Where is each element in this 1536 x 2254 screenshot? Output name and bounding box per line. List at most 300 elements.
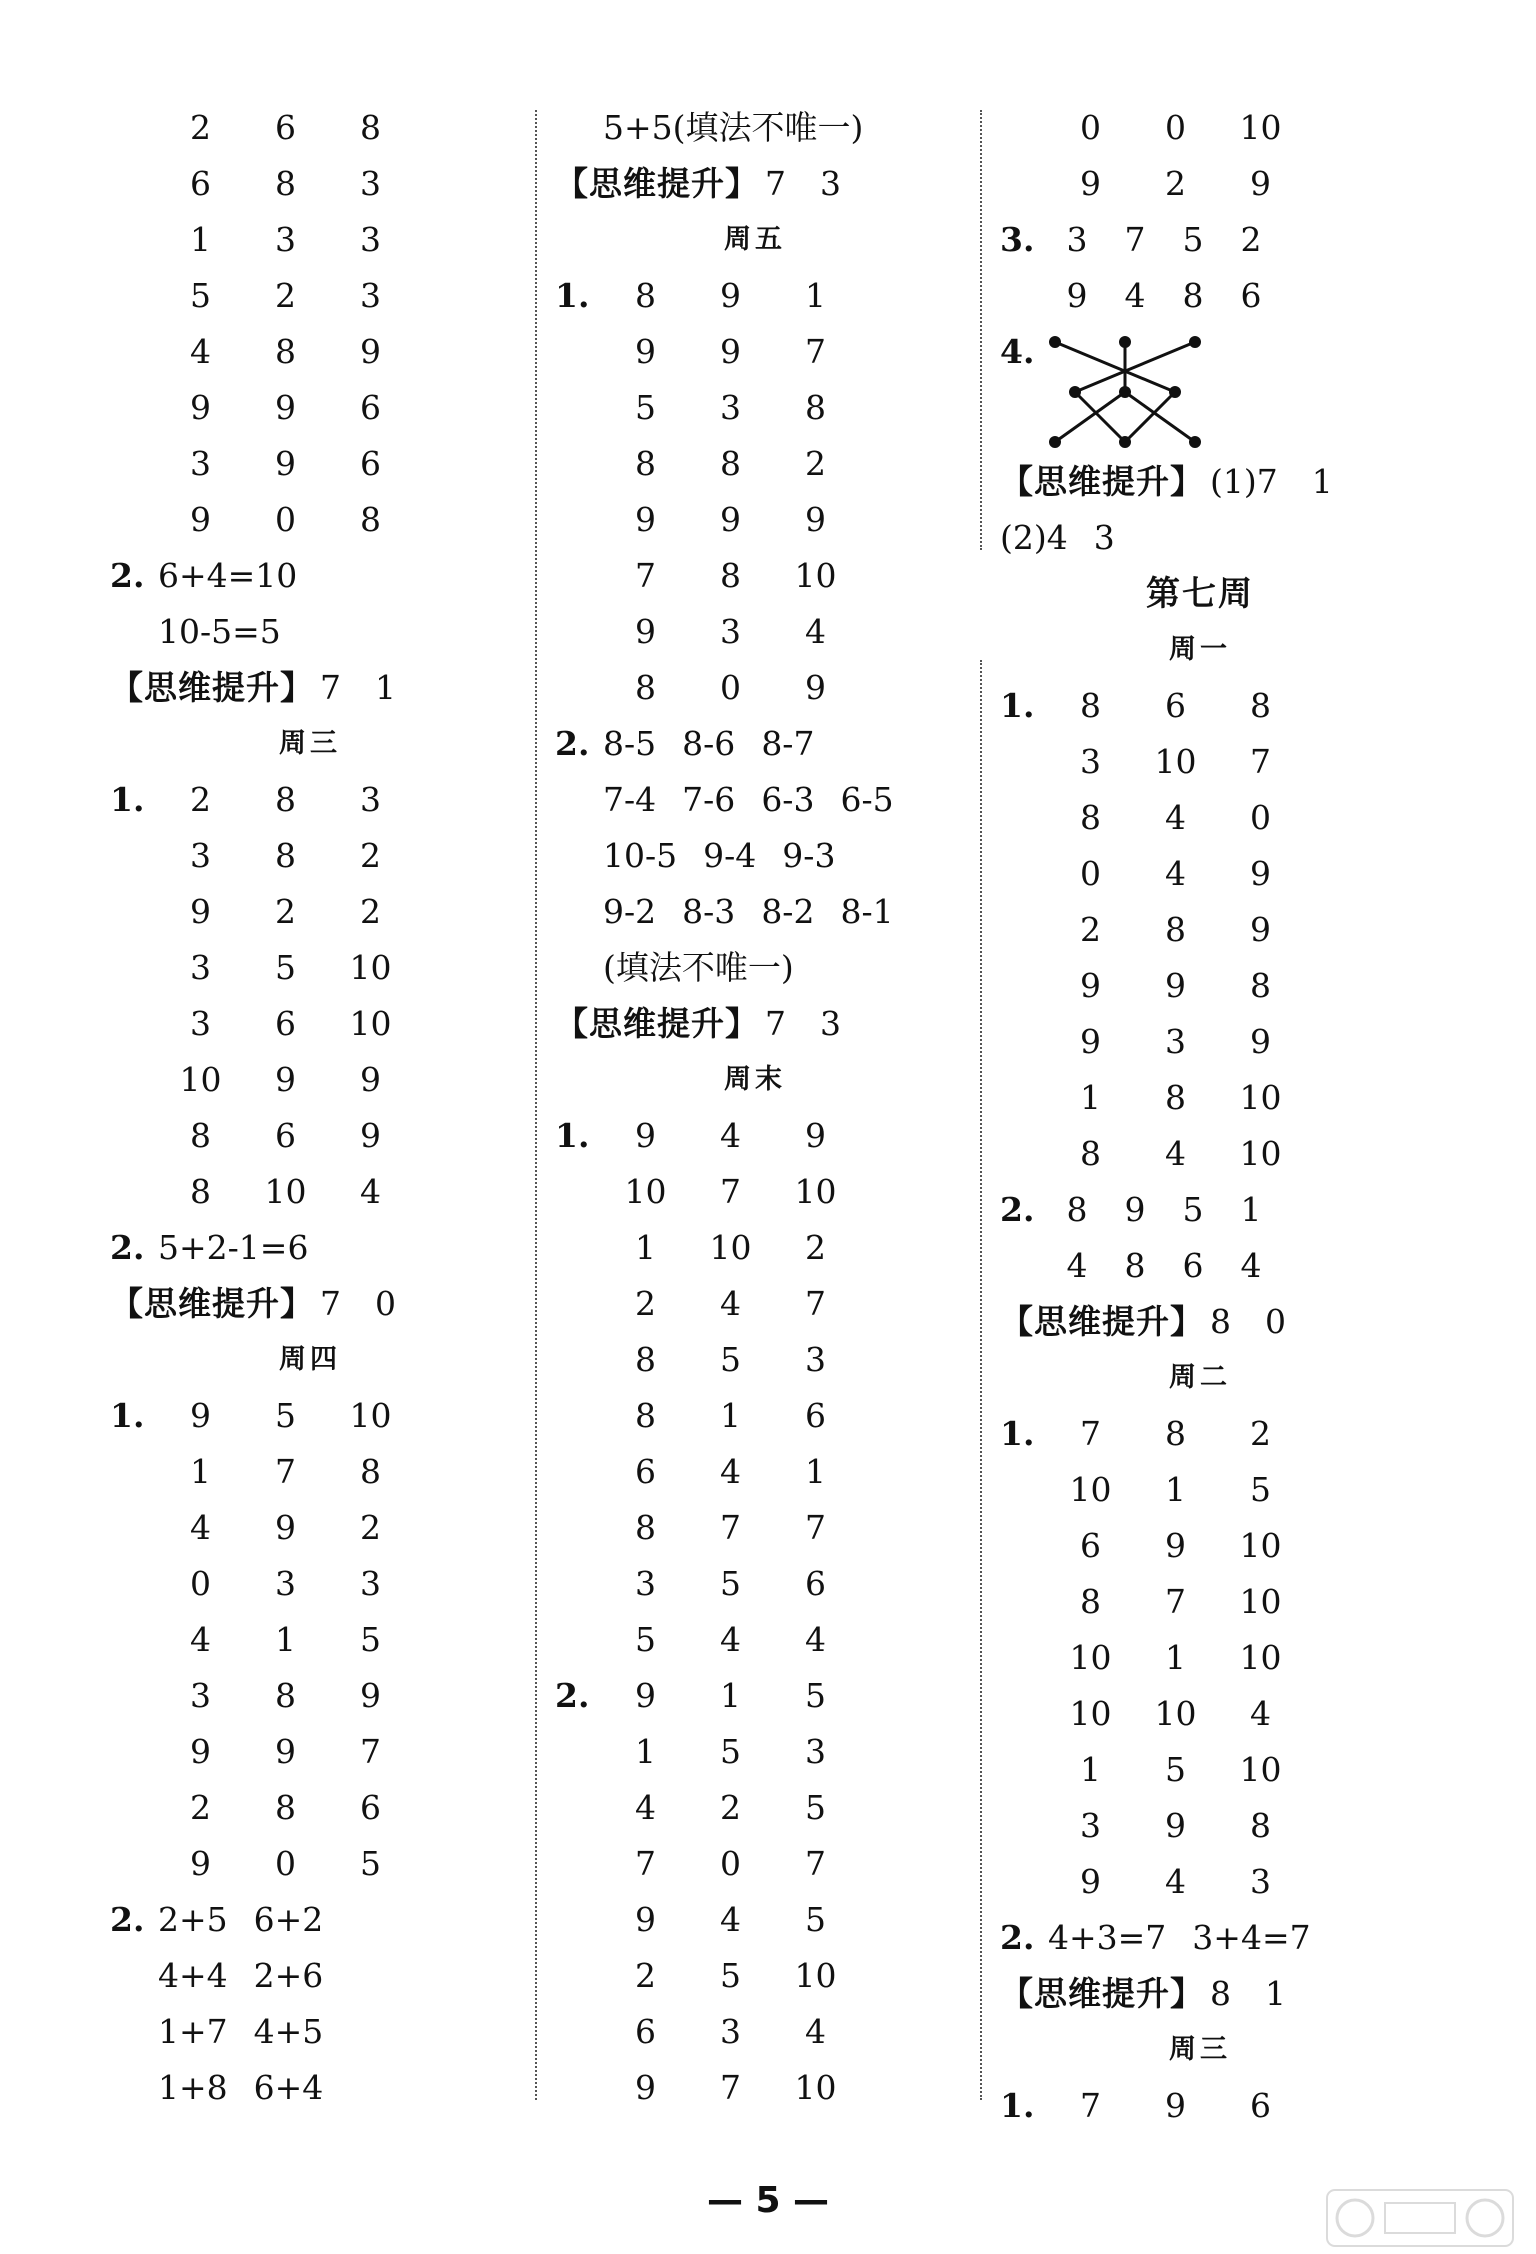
thinking-boost-values <box>1210 1966 1320 2022</box>
answer-value: 9 <box>190 1844 211 1883</box>
answer-cells <box>603 548 858 604</box>
answer-row <box>110 492 413 548</box>
answer-value: 9 <box>1250 910 1271 949</box>
answer-row <box>1000 1574 1303 1630</box>
answer-value: 0 <box>275 1844 296 1883</box>
answer-cells <box>158 324 413 380</box>
answer-value: 9 <box>1124 1190 1146 1229</box>
answer-value: 7 <box>1250 742 1271 781</box>
answer-value: 9 <box>360 1060 381 1099</box>
answer-cells <box>603 380 858 436</box>
question-number: 1. <box>555 1116 590 1155</box>
answer-value: 3 <box>720 2012 741 2051</box>
answer-value: 8 <box>635 668 656 707</box>
answer-value: 7 <box>1080 1414 1101 1453</box>
answer-expressions <box>158 1892 349 1948</box>
answer-cells <box>1048 1182 1280 1238</box>
thinking-boost-values <box>1210 454 1367 510</box>
answer-row <box>555 1612 858 1668</box>
answer-value: 1 <box>805 276 826 315</box>
answer-expression: 8-3 <box>682 892 736 931</box>
answer-value: 2 <box>190 1788 211 1827</box>
answer-expressions <box>158 548 323 604</box>
answer-row <box>555 268 858 324</box>
answer-value: 8 <box>190 1172 211 1211</box>
answer-value: 0 <box>1080 108 1101 147</box>
answer-value: 1 <box>635 1732 656 1771</box>
day-heading: 周五 <box>724 224 786 255</box>
day-heading: 周四 <box>279 1344 341 1375</box>
thinking-boost-answer <box>1000 1294 1400 1350</box>
matching-line <box>1055 342 1175 392</box>
answer-cells <box>1048 1406 1303 1462</box>
answer-row <box>555 604 858 660</box>
answer-row <box>555 2060 858 2116</box>
answer-value: 10 <box>1239 1078 1282 1117</box>
question-number: 1. <box>1000 1414 1035 1453</box>
answer-value: 1 <box>190 1452 211 1491</box>
answer-expressions <box>1000 510 1141 566</box>
answer-value: 8 <box>275 332 296 371</box>
answer-value: 1 <box>1080 1078 1101 1117</box>
answer-value: 9 <box>635 500 656 539</box>
answer-expression: 1+8 <box>158 2068 228 2107</box>
answer-expressions <box>603 884 920 940</box>
thinking-boost-answer <box>555 996 955 1052</box>
thinking-boost-label: 【思维提升】 <box>555 164 759 203</box>
answer-cells <box>603 492 858 548</box>
answer-value: 1 <box>1080 1750 1101 1789</box>
answer-value: 7 <box>720 1172 741 1211</box>
matching-dot <box>1119 436 1131 448</box>
answer-cells <box>1048 1126 1303 1182</box>
answer-row <box>110 1612 413 1668</box>
answer-row <box>1000 1742 1303 1798</box>
answer-value: 8 <box>1080 1134 1101 1173</box>
answer-value: 0 <box>1080 854 1101 893</box>
answer-cells <box>158 1724 413 1780</box>
answer-value: 4 <box>720 1620 741 1659</box>
column-divider-2b <box>980 660 982 2100</box>
answer-value: 3 <box>190 948 211 987</box>
question-number: 1. <box>1000 2086 1035 2125</box>
answer-value: 9 <box>635 1900 656 1939</box>
answer-expression: 8-6 <box>682 724 736 763</box>
answer-value: 10 <box>264 1172 307 1211</box>
answer-value: 10 <box>794 556 837 595</box>
answer-row <box>1000 1462 1303 1518</box>
answer-expressions <box>1048 1910 1337 1966</box>
answer-cells <box>1048 1518 1303 1574</box>
answer-value: 8 <box>275 780 296 819</box>
answer-row <box>110 2004 349 2060</box>
answer-expression: 5+5(填法不唯一) <box>603 108 864 147</box>
answer-value: 8 <box>190 1116 211 1155</box>
answer-value: 4 <box>805 612 826 651</box>
answer-value: 1 <box>275 1620 296 1659</box>
answer-cells <box>158 212 413 268</box>
answer-row <box>1000 1854 1303 1910</box>
answer-cells <box>158 1388 413 1444</box>
answer-value: 0 <box>1250 798 1271 837</box>
answer-value: 2 <box>190 780 211 819</box>
answer-cells <box>1048 1854 1303 1910</box>
answer-cells <box>158 436 413 492</box>
answer-expressions <box>158 604 307 660</box>
answer-row <box>555 436 858 492</box>
answer-value: 1 <box>1165 1470 1186 1509</box>
answer-cells <box>1048 1574 1303 1630</box>
answer-value: 8 <box>635 276 656 315</box>
answer-value: 8 <box>1250 686 1271 725</box>
answer-cells <box>1048 212 1280 268</box>
answer-value: 10 <box>1154 1694 1197 1733</box>
answer-value: 4 <box>1250 1694 1271 1733</box>
answer-expression: 5+2-1=6 <box>158 1228 309 1267</box>
answer-cells <box>603 1108 858 1164</box>
answer-value: 6 <box>1080 1526 1101 1565</box>
answer-value: 2 <box>1240 220 1262 259</box>
answer-expressions <box>603 828 861 884</box>
answer-value: 4 <box>1165 854 1186 893</box>
answer-value: 2 <box>360 1508 381 1547</box>
answer-row <box>1000 1070 1303 1126</box>
matching-line <box>1125 392 1195 442</box>
thinking-boost-label: 【思维提升】 <box>555 1004 759 1043</box>
answer-row <box>110 884 413 940</box>
answer-value: 4 <box>1066 1246 1088 1285</box>
answer-expression: 2+6 <box>253 1956 324 1995</box>
answer-value: 3 <box>190 1004 211 1043</box>
answer-value: 7 <box>805 332 826 371</box>
answer-value: 10 <box>1069 1470 1112 1509</box>
answer-value: 8 <box>1165 1414 1186 1453</box>
answer-value: 9 <box>1165 1806 1186 1845</box>
answer-expression: 3+4=7 <box>1192 1918 1311 1957</box>
answer-row <box>110 1724 413 1780</box>
answer-value: 1 <box>720 1676 741 1715</box>
answer-value: 7 <box>720 2068 741 2107</box>
answer-row <box>1000 156 1303 212</box>
answer-value: 5 <box>1250 1470 1271 1509</box>
answer-cells <box>603 1556 858 1612</box>
answer-row <box>1000 2078 1303 2134</box>
answer-expressions <box>603 940 820 996</box>
answer-expression: 2+5 <box>158 1900 228 1939</box>
answer-row <box>1000 212 1280 268</box>
question-number: 2. <box>555 724 590 763</box>
answer-row <box>110 324 413 380</box>
answer-row <box>1000 510 1141 566</box>
answer-row <box>555 940 820 996</box>
answer-value: 9 <box>190 1396 211 1435</box>
answer-expression: 10-5=5 <box>158 612 281 651</box>
answer-value: 9 <box>275 1732 296 1771</box>
answer-row <box>110 996 413 1052</box>
answer-value: 3 <box>1250 1862 1271 1901</box>
answer-row <box>555 324 858 380</box>
answer-row <box>110 380 413 436</box>
answer-cells <box>158 1836 413 1892</box>
answer-value: 7 <box>275 1452 296 1491</box>
answer-row <box>555 828 861 884</box>
answer-value: 0 <box>275 500 296 539</box>
answer-value: 7 <box>805 1284 826 1323</box>
answer-column-right <box>1000 100 1400 2134</box>
answer-value: 5 <box>1182 220 1204 259</box>
answer-value: 1 <box>375 668 396 707</box>
answer-value: 9 <box>635 2068 656 2107</box>
answer-value: 1 <box>1311 462 1333 501</box>
answer-row <box>555 1276 858 1332</box>
answer-value: 8 <box>635 444 656 483</box>
answer-value: 8 <box>360 500 381 539</box>
answer-value: 8 <box>720 444 741 483</box>
answer-value: 2 <box>635 1956 656 1995</box>
answer-value: 10 <box>1239 1638 1282 1677</box>
answer-value: 1 <box>190 220 211 259</box>
answer-row <box>1000 1014 1303 1070</box>
answer-value: 10 <box>1239 1526 1282 1565</box>
answer-cells <box>1048 1238 1280 1294</box>
answer-cells <box>158 828 413 884</box>
thinking-boost-answer <box>110 1276 510 1332</box>
answer-value: 3 <box>1165 1022 1186 1061</box>
answer-value: 10 <box>794 1956 837 1995</box>
answer-value: 7 <box>805 1844 826 1883</box>
answer-cells <box>158 996 413 1052</box>
answer-value: 2 <box>1080 910 1101 949</box>
matching-dot <box>1189 436 1201 448</box>
answer-cells <box>603 660 858 716</box>
answer-expression: 6+2 <box>253 1900 324 1939</box>
answer-cells <box>158 1668 413 1724</box>
answer-value: 3 <box>190 444 211 483</box>
thinking-boost-label: 【思维提升】 <box>1000 462 1204 501</box>
answer-value: 9 <box>635 1116 656 1155</box>
answer-cells <box>158 100 413 156</box>
answer-value: 5 <box>275 1396 296 1435</box>
day-heading: 周三 <box>1169 2034 1231 2065</box>
answer-value: 1 <box>1165 1638 1186 1677</box>
answer-value: 4 <box>360 1172 381 1211</box>
answer-cells <box>1048 1014 1303 1070</box>
answer-value: 5 <box>635 388 656 427</box>
answer-value: 9 <box>360 1676 381 1715</box>
answer-cells <box>603 1164 858 1220</box>
answer-expression: 9-3 <box>782 836 836 875</box>
answer-value: 7 <box>320 1284 341 1323</box>
thinking-boost-values <box>765 156 875 212</box>
answer-value: 6 <box>1182 1246 1204 1285</box>
matching-line <box>1075 342 1195 392</box>
answer-row <box>110 1668 413 1724</box>
answer-expressions <box>158 2004 349 2060</box>
answer-row <box>110 156 413 212</box>
answer-value: 5 <box>1182 1190 1204 1229</box>
answer-value: 1 <box>1240 1190 1262 1229</box>
day-heading: 周一 <box>1169 634 1231 665</box>
answer-row <box>1000 790 1303 846</box>
answer-value: 5 <box>275 948 296 987</box>
answer-row <box>110 1388 413 1444</box>
answer-cells <box>603 1836 858 1892</box>
answer-value: 9 <box>720 276 741 315</box>
answer-row <box>555 1780 858 1836</box>
answer-value: 4 <box>190 332 211 371</box>
answer-value: 8 <box>1066 1190 1088 1229</box>
answer-value: 0 <box>1265 1302 1286 1341</box>
question-number: 2. <box>555 1676 590 1715</box>
answer-value: 9 <box>1165 1526 1186 1565</box>
answer-value: 3 <box>805 1732 826 1771</box>
watermark-logo <box>1325 2188 1515 2248</box>
answer-value: 9 <box>190 500 211 539</box>
question-number: 4. <box>1000 332 1035 371</box>
answer-value: 9 <box>360 332 381 371</box>
answer-cells <box>158 1052 413 1108</box>
answer-value: 4 <box>1165 1862 1186 1901</box>
answer-expression: 7-6 <box>682 780 736 819</box>
answer-cells <box>603 1668 858 1724</box>
answer-value: 6 <box>1250 2086 1271 2125</box>
answer-value: 7 <box>805 1508 826 1547</box>
answer-value: 9 <box>190 892 211 931</box>
answer-cells <box>1048 100 1303 156</box>
answer-row <box>1000 1798 1303 1854</box>
column-divider-2a <box>980 110 982 550</box>
answer-value: 3 <box>190 836 211 875</box>
answer-value: 10 <box>1239 1134 1282 1173</box>
question-number: 2. <box>110 1228 145 1267</box>
answer-value: 4 <box>720 1116 741 1155</box>
answer-value: 0 <box>720 668 741 707</box>
answer-row <box>1000 1126 1303 1182</box>
answer-row <box>555 1108 858 1164</box>
answer-row <box>555 1836 858 1892</box>
answer-row <box>555 1220 858 1276</box>
answer-value: 4 <box>1165 798 1186 837</box>
answer-row <box>1000 1630 1303 1686</box>
answer-cells <box>603 1892 858 1948</box>
answer-row <box>110 772 413 828</box>
answer-row <box>555 1332 858 1388</box>
answer-value: 8 <box>1080 798 1101 837</box>
answer-cells <box>1048 734 1303 790</box>
answer-cells <box>603 1388 858 1444</box>
answer-value: 8 <box>1124 1246 1146 1285</box>
answer-value: 3 <box>360 276 381 315</box>
answer-value: 8 <box>1250 1806 1271 1845</box>
answer-value: 7 <box>360 1732 381 1771</box>
thinking-boost-label: 【思维提升】 <box>110 668 314 707</box>
answer-value: 5 <box>720 1564 741 1603</box>
question-number: 2. <box>1000 1190 1035 1229</box>
answer-value: 10 <box>1069 1694 1112 1733</box>
answer-value: 10 <box>794 2068 837 2107</box>
answer-value: 9 <box>1165 2086 1186 2125</box>
answer-cells <box>158 884 413 940</box>
answer-value: 3 <box>720 612 741 651</box>
answer-row <box>555 660 858 716</box>
answer-value: 10 <box>1239 108 1282 147</box>
answer-cells <box>603 1332 858 1388</box>
answer-row <box>110 1556 413 1612</box>
matching-line <box>1055 392 1125 442</box>
answer-expression: 8-1 <box>840 892 894 931</box>
answer-cells <box>1048 1798 1303 1854</box>
answer-value: 3 <box>360 780 381 819</box>
answer-cells <box>158 940 413 996</box>
answer-cells <box>1048 678 1303 734</box>
answer-value: (1)7 <box>1210 462 1278 501</box>
answer-row <box>555 1668 858 1724</box>
answer-expressions <box>158 1220 334 1276</box>
answer-value: 6 <box>1165 686 1186 725</box>
answer-cells <box>158 772 413 828</box>
answer-value: 8 <box>1210 1974 1231 2013</box>
answer-value: 8 <box>635 1396 656 1435</box>
answer-expressions <box>158 2060 349 2116</box>
thinking-boost-answer <box>1000 454 1400 510</box>
thinking-boost-label: 【思维提升】 <box>110 1284 314 1323</box>
answer-row <box>110 1892 349 1948</box>
answer-value: 6 <box>190 164 211 203</box>
answer-row <box>1000 734 1303 790</box>
answer-value: 3 <box>805 1340 826 1379</box>
answer-expressions <box>603 772 920 828</box>
answer-row <box>555 884 920 940</box>
answer-value: 9 <box>1250 164 1271 203</box>
answer-cells <box>158 268 413 324</box>
answer-row <box>555 1444 858 1500</box>
answer-expression: 8-7 <box>761 724 815 763</box>
answer-value: 4 <box>1165 1134 1186 1173</box>
answer-value: 2 <box>190 108 211 147</box>
answer-cells <box>603 604 858 660</box>
answer-value: 2 <box>360 892 381 931</box>
thinking-boost-answer <box>1000 1966 1400 2022</box>
answer-value: 5 <box>720 1956 741 1995</box>
answer-value: 8 <box>720 556 741 595</box>
answer-expression: 4+5 <box>253 2012 324 2051</box>
answer-value: 6 <box>635 1452 656 1491</box>
matching-lines-diagram <box>1045 332 1225 452</box>
answer-value: 6 <box>360 1788 381 1827</box>
answer-value: 0 <box>375 1284 396 1323</box>
answer-value: 7 <box>1165 1582 1186 1621</box>
answer-row <box>110 1836 413 1892</box>
answer-value: 4 <box>720 1900 741 1939</box>
answer-value: 5 <box>190 276 211 315</box>
answer-value: 4 <box>1124 276 1146 315</box>
thinking-boost-values <box>765 996 875 1052</box>
answer-row <box>1000 1238 1280 1294</box>
answer-row <box>110 2060 349 2116</box>
answer-expressions <box>603 100 889 156</box>
answer-row <box>1000 678 1303 734</box>
answer-cells <box>603 1948 858 2004</box>
answer-value: 4 <box>1240 1246 1262 1285</box>
answer-value: 4 <box>190 1508 211 1547</box>
answer-cells <box>1048 268 1280 324</box>
answer-value: 10 <box>624 1172 667 1211</box>
answer-cells <box>158 380 413 436</box>
answer-row <box>1000 1182 1280 1238</box>
answer-value: 0 <box>190 1564 211 1603</box>
answer-value: 7 <box>635 1844 656 1883</box>
answer-value: 3 <box>1080 1806 1101 1845</box>
